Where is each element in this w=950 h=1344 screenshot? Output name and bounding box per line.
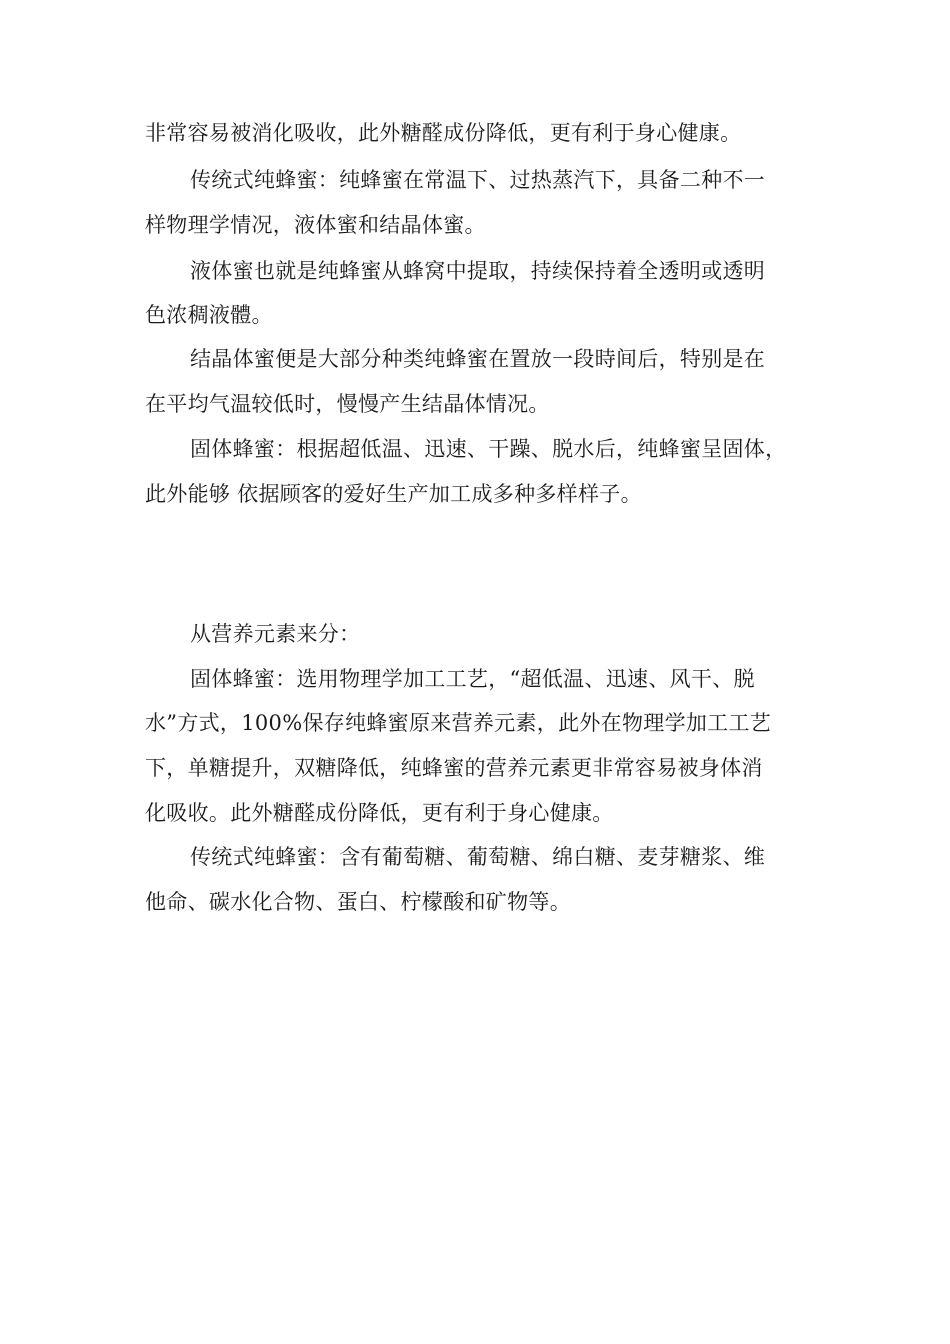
text-line: 在平均气温较低时，慢慢产生结晶体情况。 (145, 392, 550, 416)
text-line: 下，单糖提升，双糖降低，纯蜂蜜的营养元素更非常容易被身体消 (145, 756, 763, 780)
text-line: 他命、碳水化合物、蛋白、柠檬酸和矿物等。 (145, 890, 571, 914)
text-line: 化吸收。此外糖醛成份降低，更有利于身心健康。 (145, 801, 614, 825)
text-line: 非常容易被消化吸收，此外糖醛成份降低，更有利于身心健康。 (145, 121, 742, 145)
text-line: 色浓稠液體。 (145, 303, 273, 327)
paragraph-start-line: 固体蜂蜜：根据超低温、迅速、干躁、脱水后，纯蜂蜜呈固体， (190, 437, 787, 461)
text-line: 此外能够 依据顾客的爱好生产加工成多种多样样子。 (145, 482, 642, 506)
section-heading: 从营养元素来分： (190, 622, 361, 646)
paragraph-start-line: 传统式纯蜂蜜：含有葡萄糖、葡萄糖、绵白糖、麦芽糖浆、维 (190, 845, 766, 869)
paragraph-start-line: 结晶体蜜便是大部分种类纯蜂蜜在置放一段時间后，特别是在 (190, 347, 766, 371)
paragraph-start-line: 固体蜂蜜：选用物理学加工工艺，“超低温、迅速、风干、脱 (190, 667, 755, 691)
text-line: 水”方式，100%保存纯蜂蜜原来营养元素，此外在物理学加工工艺 (145, 711, 772, 735)
text-line: 样物理学情况，液体蜜和结晶体蜜。 (145, 213, 486, 237)
paragraph-start-line: 传统式纯蜂蜜：纯蜂蜜在常温下、过热蒸汽下，具备二种不一 (190, 168, 766, 192)
paragraph-start-line: 液体蜜也就是纯蜂蜜从蜂窝中提取，持续保持着全透明或透明 (190, 259, 766, 283)
